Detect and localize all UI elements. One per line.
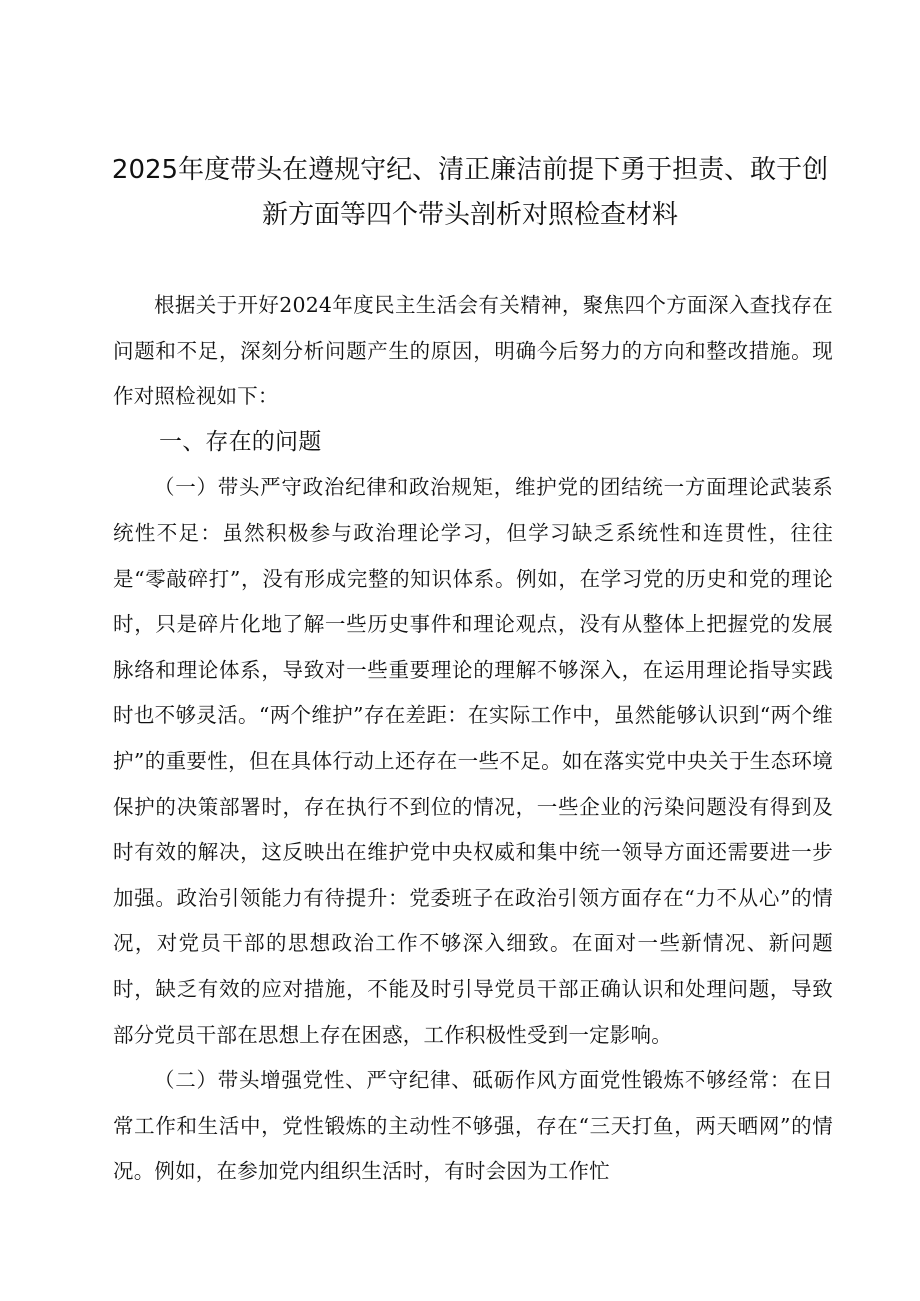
document-body <box>113 283 833 1195</box>
title-line-1: 2025年度带头在遵规守纪、清正廉洁前提下勇于担责、敢于创 <box>111 155 829 185</box>
section-heading: 一、存在的问题 <box>159 428 322 455</box>
intro-paragraph: 根据关于开好2024年度民主生活会有关精神，聚焦四个方面深入查找存在问题和不足，深刻分析问题产生的原因，明确今后努力的方向和整改措施。现作对照检视如下： <box>113 293 833 409</box>
paragraph-1: （一）带头严守政治纪律和政治规矩，维护党的团结统一方面理论武装系统性不足：虽然积极参与政治理论学习，但学习缺乏系统性和连贯性，往往是“零敲碎打”，没有形成完整的知识体系。例如，在学习党的历史和党的理论时，只是碎片化地了解一些历史事件和理论观点，没有从整体上把握党的发展脉络和理论体系，导致对一些重要理论的理解不够深入，在运用理论指导实践时也不够灵活。“两个维护”存在差距：在实际工作中，虽然能够认识到“两个维护”的重要性，但在具体行动上还存在一些不足。如在落实党中央关于生态环境保护的决策部署时，存在执行不到位的情况，一些企业的污染问题没有得到及时有效的解决，这反映出在维护党中央权威和集中统一领导方面还需要进一步加强。政治引领能力有待提升：党委班子在政治引领方面存在“力不从心”的情况，对党员干部的思想政治工作不够深入细致。在面对一些新情况、新问题时，缺乏有效的应对措施，不能及时引导党员干部正确认识和处理问题，导致部分党员干部在思想上存在困惑，工作积极性受到一定影响。 <box>113 475 833 1047</box>
title-line-2: 新方面等四个带头剖析对照检查材料 <box>261 200 678 230</box>
paragraph-2: （二）带头增强党性、严守纪律、砥砺作风方面党性锻炼不够经常：在日常工作和生活中，党性锻炼的主动性不够强，存在“三天打鱼，两天晒网”的情况。例如，在参加党内组织生活时，有时会因为工作忙 <box>113 1068 833 1184</box>
document-title <box>100 148 840 238</box>
